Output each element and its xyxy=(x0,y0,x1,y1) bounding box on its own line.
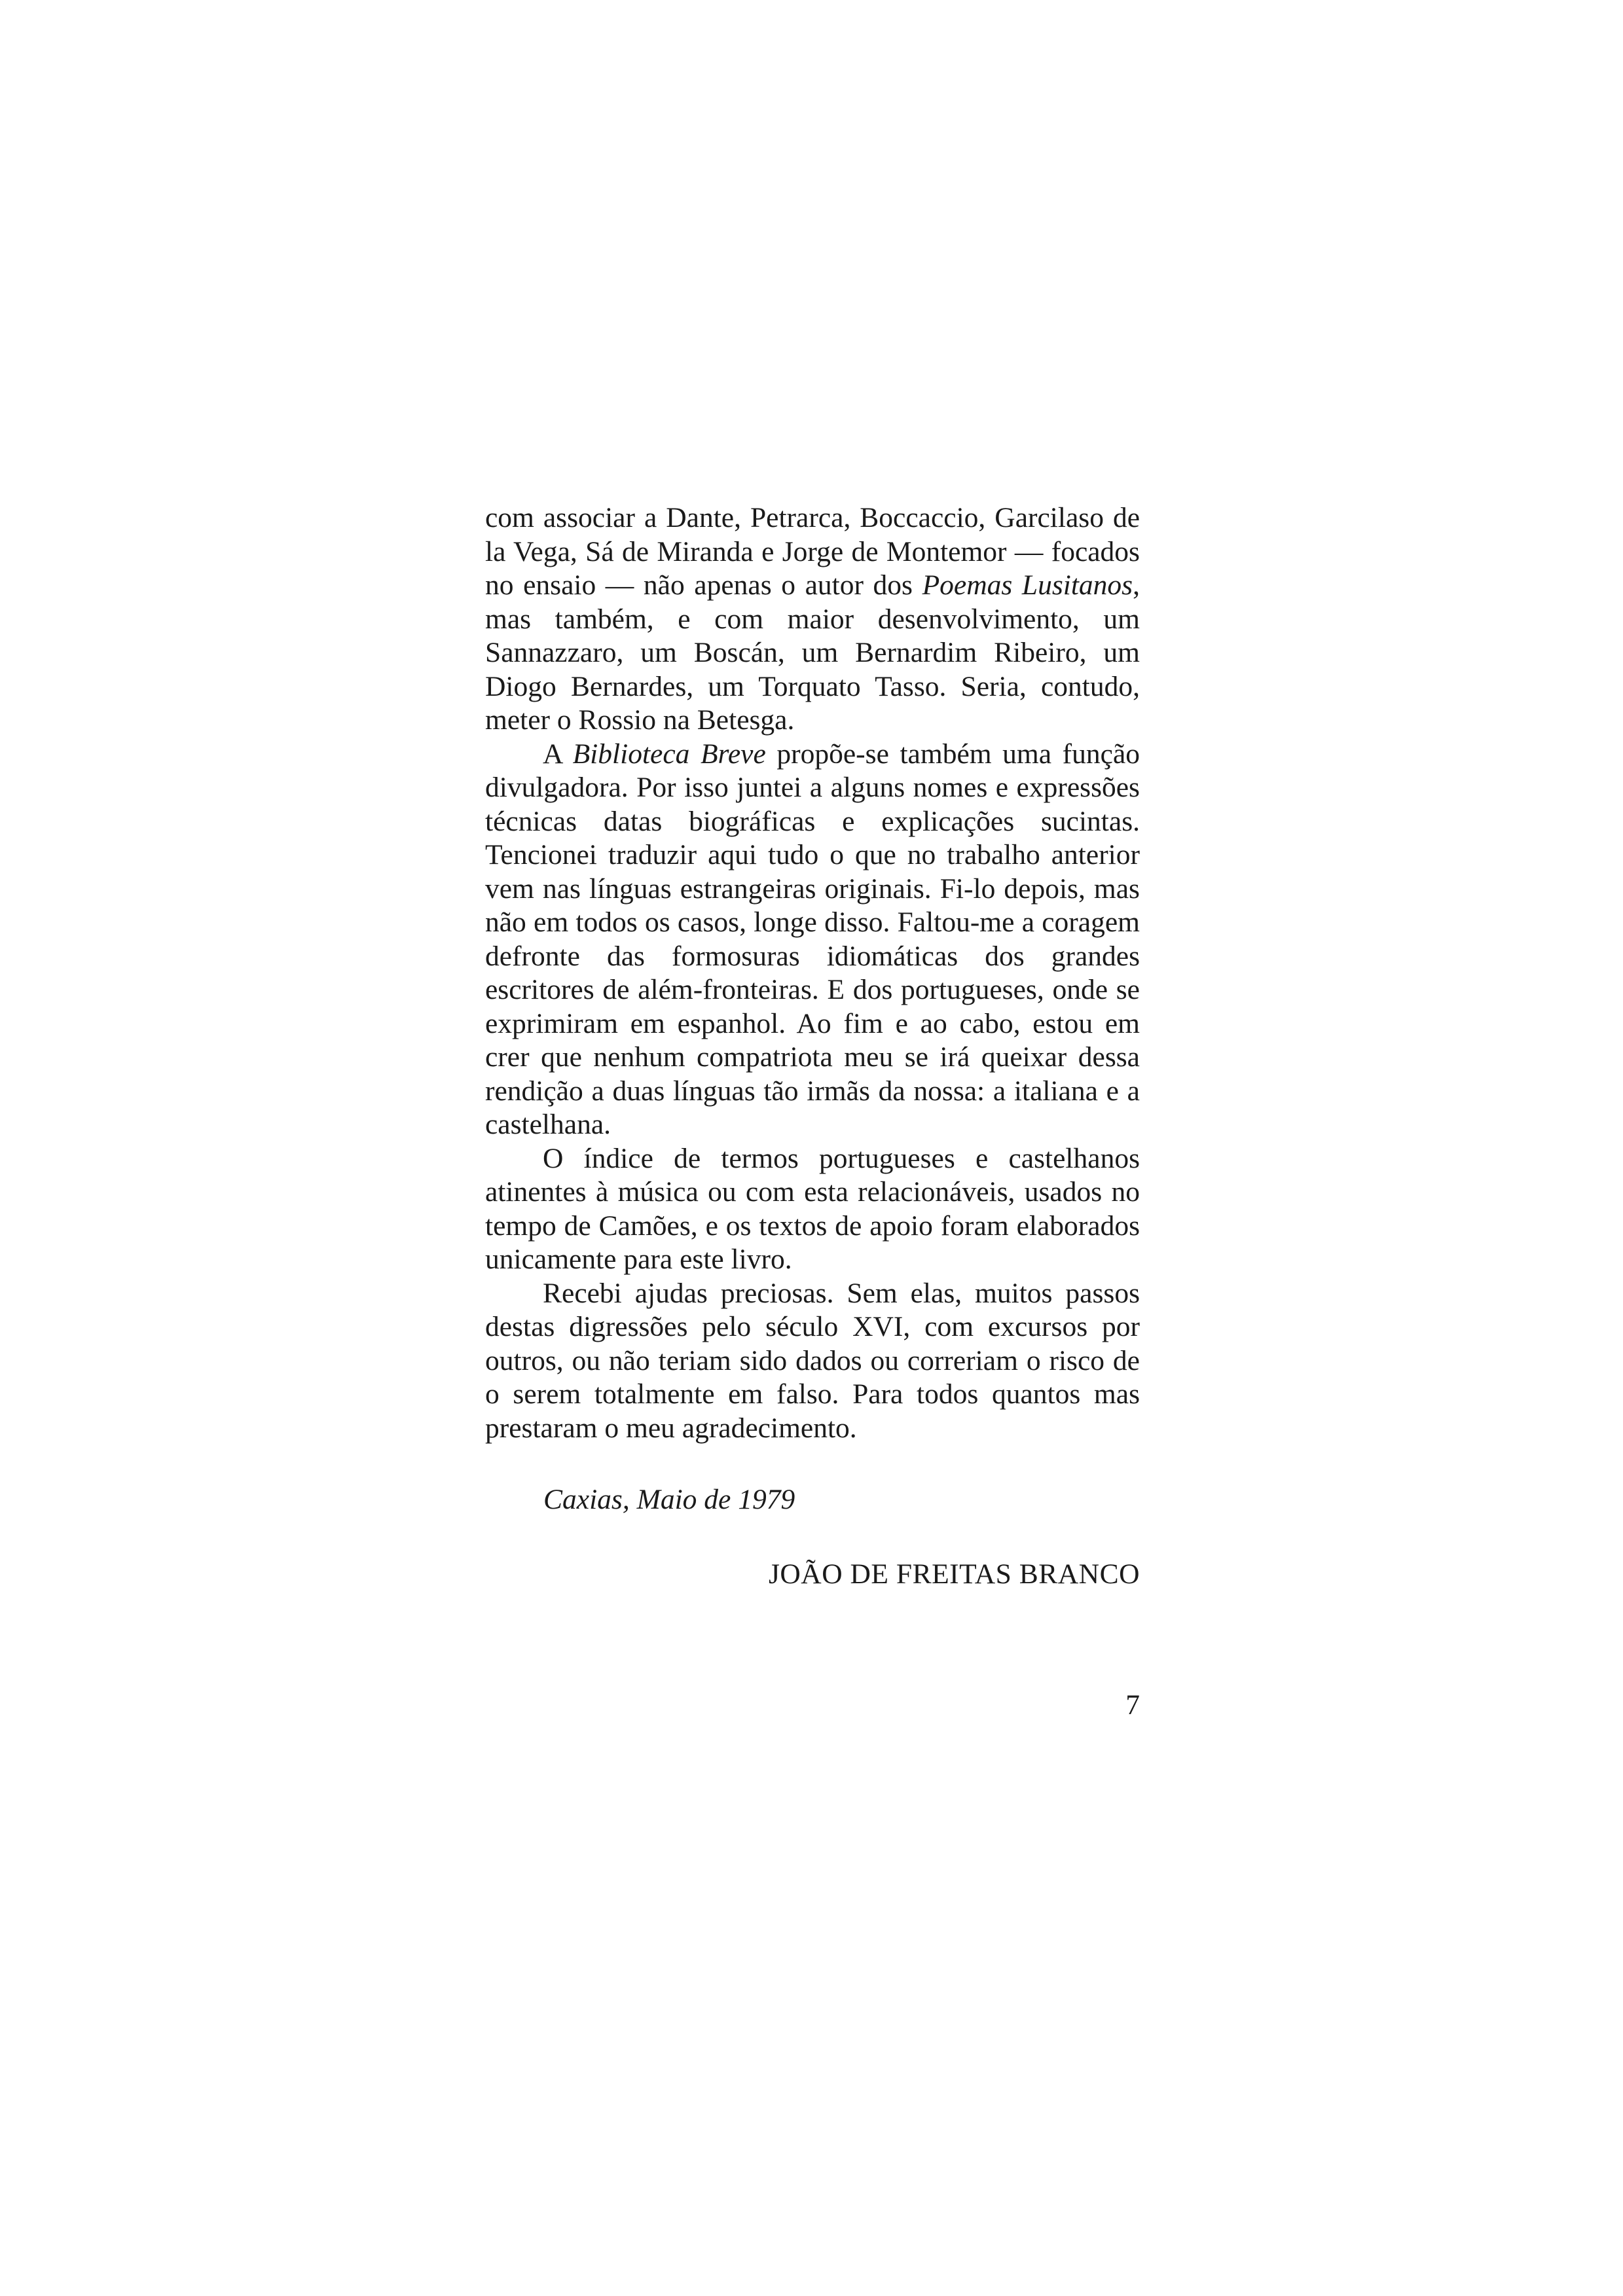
paragraph-2-text-b: propõe-se também uma função divulgadora. Por isso juntei a alguns nomes e expressões técnicas datas biográficas e explicações sucintas. Tencionei traduzir aqui tudo o que no trabalho anterior vem nas línguas estrangeiras originais. Fi-lo depois, mas não em todos os casos, longe disso. Faltou-me a coragem defronte das formosuras idiomáticas dos grandes escritores de além-fronteiras. E dos portugueses, onde se exprimiram em espanhol. Ao fim e ao cabo, estou em crer que nenhum compatriota meu se irá queixar dessa rendição a duas línguas tão irmãs da nossa: a italiana e a castelhana. xyxy=(485,738,1140,1140)
paragraph-3-text: O índice de termos portugueses e castelhanos atinentes à música ou com esta relacionáveis, usados no tempo de Camões, e os textos de apoio foram elaborados unicamente para este livro. xyxy=(485,1142,1140,1275)
book-title-poemas-lusitanos: Poemas Lusitanos xyxy=(922,569,1133,601)
paragraph-4-text: Recebi ajudas preciosas. Sem elas, muitos passos destas digressões pelo século XVI, com excursos por outros, ou não teriam sido dados ou correriam o risco de o serem totalmente em falso. Para todos quantos mas prestaram o meu agradecimento. xyxy=(485,1277,1140,1444)
paragraph-1-text-a: com associar a Dante, Petrarca, Boccaccio, Garcilaso de la Vega, Sá de Miranda e Jorge de Montemor — focados no ensaio — não apenas o autor dos xyxy=(485,502,1140,601)
paragraph-2 xyxy=(485,738,1140,1142)
series-title-biblioteca-breve: Biblioteca Breve xyxy=(572,738,766,770)
page-number: 7 xyxy=(1125,1689,1140,1721)
paragraph-1-text-b: , mas também, e com maior desenvolvimento, um Sannazzaro, um Boscán, um Bernardim Ribeiro, um Diogo Bernardes, um Torquato Tasso. Seria, contudo, meter o Rossio na Betesga. xyxy=(485,569,1140,736)
author-signature: JOÃO DE FREITAS BRANCO xyxy=(768,1558,1140,1590)
paragraph-4 xyxy=(485,1277,1140,1446)
paragraph-2-text-a: A xyxy=(543,738,573,770)
place-date: Caxias, Maio de 1979 xyxy=(543,1484,795,1515)
body-text xyxy=(485,501,1140,1445)
paragraph-1 xyxy=(485,501,1140,738)
paragraph-3 xyxy=(485,1142,1140,1277)
